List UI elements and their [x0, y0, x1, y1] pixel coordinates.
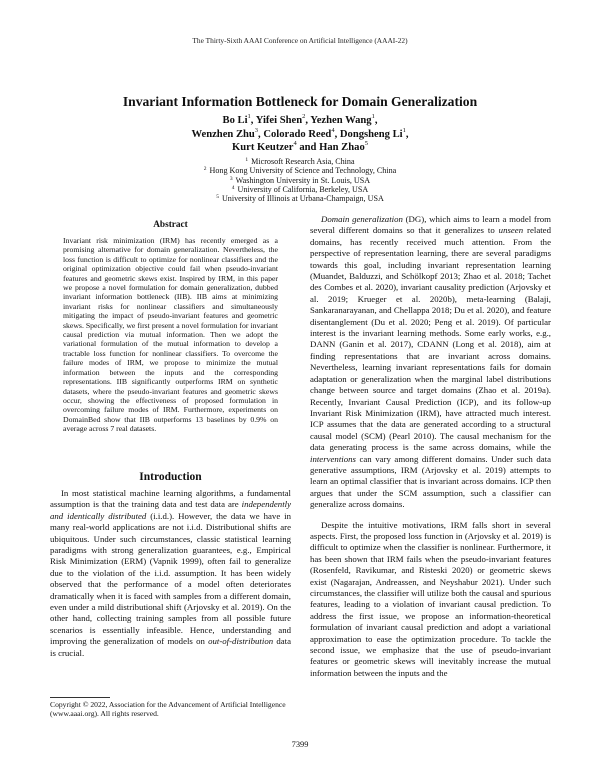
affiliation-text: Washington University in St. Louis, USA — [235, 175, 371, 185]
affiliation-item — [0, 176, 600, 185]
affiliation-text: Microsoft Research Asia, China — [251, 157, 355, 166]
author-affiliation-marker: 3 — [254, 126, 259, 134]
paper-title: Invariant Information Bottleneck for Domain Generalization — [122, 94, 478, 109]
author-name: Dongsheng Li — [339, 128, 403, 140]
author-line-2 — [0, 128, 600, 142]
right-paragraph-2: Despite the intuitive motivations, IRM falls short in several aspects. First, the proposed loss function in (Arjovsky et al. 2019) is difficult to optimize when the classifier is nonlinear. Furthermore, it has been shown that IRM fails when the pseudo-invariant features (Rosenfeld, Ravikumar, and Risteski 2020) or geometric skews exist (Nagarajan, Andreassen, and Neyshabur 2021). Under such circumstances, the classifier will utilize both the causal and spurious features, leading to a violation of invariant causal prediction. To address the first issue, we propose an information-theoretical formulation of invariant causal prediction and adopt a variational approximation to ease the optimization procedure. To tackle the second issue, we emphasize that the use of pseudo-invariant features or geometric skews will inevitably increase the mutual information between the inputs and the — [310, 519, 551, 678]
author-name: Han Zhao — [319, 142, 365, 154]
introduction-heading: Introduction — [139, 471, 202, 483]
author-separator: , — [250, 115, 256, 126]
author-separator: , — [374, 115, 378, 126]
affiliation-text: Hong Kong University of Science and Technology, China — [209, 166, 397, 176]
author-separator: , — [305, 115, 311, 126]
author-affiliation-marker: 1 — [402, 126, 406, 134]
affiliation-marker: 5 — [216, 194, 219, 201]
affiliation-item — [0, 157, 600, 166]
affiliation-marker: 4 — [231, 184, 235, 191]
page-number: 7399 — [291, 740, 309, 749]
author-name: Yifei Shen — [255, 115, 303, 126]
author-name: Wenzhen Zhu — [191, 128, 255, 140]
author-affiliation-marker: 4 — [331, 126, 335, 134]
author-line-1 — [0, 114, 600, 128]
author-separator: and — [296, 142, 320, 154]
author-affiliation-marker: 4 — [293, 140, 297, 148]
author-separator: , — [405, 128, 409, 140]
author-separator: , — [334, 128, 340, 140]
abstract-heading: Abstract — [153, 220, 188, 230]
author-affiliation-marker: 5 — [364, 140, 368, 148]
conference-header: The Thirty-Sixth AAAI Conference on Artificial Intelligence (AAAI-22) — [192, 36, 408, 45]
abstract-text: Invariant risk minimization (IRM) has recently emerged as a promising alternative for domain generalization. Nevertheless, the loss function is difficult to optimize for nonlinear classifiers and the original optimization objective could fail when pseudo-invariant features and geometric skews exist. Inspired by IRM, in this paper we propose a novel formulation for domain generalization, dubbed invariant information bottleneck (IIB). IIB aims at minimizing invariant risks for nonlinear classifiers and simultaneously mitigating the impact of pseudo-invariant features and geometric skews. Specifically, we first present a novel formulation for invariant causal prediction via mutual information. Then we adopt the variational formulation of the mutual information to develop a tractable loss function for nonlinear classifiers. To overcome the failure modes of IRM, we propose to minimize the mutual information between the inputs and the corresponding representations. IIB significantly outperforms IRM on synthetic datasets, where the pseudo-invariant features and geometric skews occur, showing the effectiveness of proposed formulation in overcoming failure modes of IRM. Furthermore, experiments on DomainBed show that IIB outperforms 13 baselines by 0.9% on average across 7 real datasets. — [63, 236, 278, 434]
affiliation-item — [0, 166, 600, 175]
author-affiliation-marker: 1 — [247, 113, 251, 120]
author-line-3 — [0, 141, 600, 155]
affiliation-text: University of Illinois at Urbana-Champaign, USA — [221, 194, 384, 204]
author-separator: , — [258, 128, 264, 140]
author-affiliation-marker: 2 — [302, 113, 306, 120]
copyright-notice: Copyright © 2022, Association for the Advancement of Artificial Intelligence (www.aaai.org). All rights reserved. — [50, 700, 286, 719]
footnote-divider — [50, 697, 110, 698]
right-column-text — [310, 214, 551, 679]
author-affiliation-marker: 1 — [371, 113, 375, 120]
affiliation-text: University of California, Berkeley, USA — [237, 184, 369, 194]
affiliation-item — [0, 185, 600, 194]
affiliation-marker: 3 — [229, 175, 233, 182]
author-name: Bo Li — [222, 115, 248, 126]
author-name: Yezhen Wang — [310, 115, 372, 126]
affiliation-list — [0, 157, 600, 203]
affiliation-item — [0, 194, 600, 203]
author-list — [0, 114, 600, 155]
introduction-paragraph: In most statistical machine learning algorithms, a fundamental assumption is that the training data and test data are independently and identically distributed (i.i.d.). However, the data we have in many real-world applications are not i.i.d. Distributional shifts are ubiquitous. Under such circumstances, classic statistical learning paradigms with strong generalization guarantees, e.g., Empirical Risk Minimization (ERM) (Vapnik 1999), often fail to generalize due to the violation of the i.i.d. assumption. It has been widely observed that the performance of a model often deteriorates dramatically when it is faced with samples from a different domain, even under a mild distributional shift (Arjovsky et al. 2019). On the other hand, collecting training samples from all possible future scenarios is essentially infeasible. Hence, understanding and improving the generalization of models on out-of-distribution data is crucial. — [50, 488, 292, 658]
affiliation-marker: 2 — [203, 166, 207, 173]
author-name: Colorado Reed — [263, 128, 332, 140]
author-name: Kurt Keutzer — [231, 142, 294, 154]
affiliation-marker: 1 — [245, 157, 249, 163]
right-paragraph-1: Domain generalization (DG), which aims to learn a model from several different domains so that it generalizes to unseen related domains, has recently received much attention. From the perspective of representation learning, there are several paradigms towards this goal, including invariant representation learning (Muandet, Balduzzi, and Schölkopf 2013; Zhao et al. 2018; Tachet des Combes et al. 2020), invariant causality prediction (Arjovsky et al. 2019; Krueger et al. 2020b), meta-learning (Balaji, Sankaranarayanan, and Chellappa 2018; Du et al. 2020), and feature disentanglement (Du et al. 2020; Peng et al. 2019). Of particular interest is the invariant learning methods. Some early works, e.g., DANN (Ganin et al. 2017), CDANN (Long et al. 2018), aim at finding representations that are invariant across domains. Nevertheless, learning invariant representations fails for domain adaptation or generalization when the marginal label distributions change between source and target domains (Zhao et al. 2019a). Recently, Invariant Causal Prediction (ICP), and its follow-up Invariant Risk Minimization (IRM), have attracted much interest. ICP assumes that the data are generated according to a structural causal model (SCM) (Pearl 2010). The causal mechanism for the data generating process is the same across domains, while the interventions can vary among different domains. Under such data generative assumptions, IRM (Arjovsky et al. 2019) attempts to learn an optimal classifier that is invariant across domains. ICP then argues that under the SCM assumption, such a classifier can generalize across domains. — [310, 214, 552, 510]
